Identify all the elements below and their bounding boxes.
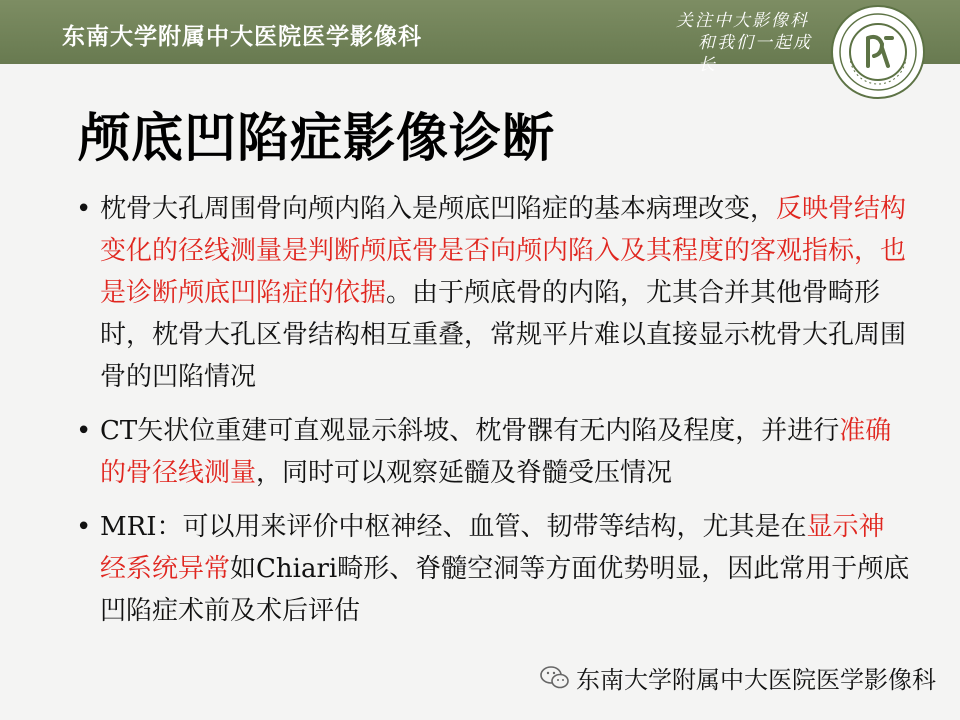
- bullet-dot: •: [76, 194, 92, 224]
- bullet-text: ，同时可以观察延髓及脊髓受压情况: [256, 458, 673, 488]
- bullet-item: [70, 188, 910, 398]
- highlighted-text: 准确的骨径线测量: [100, 416, 892, 488]
- bullet-text: CT矢状位重建可直观显示斜坡、枕骨髁有无内陷及程度，并进行: [100, 416, 840, 446]
- bullet-dot: •: [76, 416, 92, 446]
- bullet-item: [70, 506, 910, 632]
- slogan-line-2: 和我们一起成长: [698, 33, 812, 75]
- wechat-icon: [540, 665, 570, 691]
- watermark-text: 东南大学附属中大医院医学影像科: [576, 666, 936, 694]
- bullet-text: 枕骨大孔周围骨向颅内陷入是颅底凹陷症的基本病理改变，: [100, 194, 777, 224]
- department-title: 东南大学附属中大医院医学影像科: [62, 24, 422, 50]
- slogan: [676, 10, 826, 76]
- highlighted-text: 反映骨结构变化的径线测量是判断颅底骨是否向颅内陷入及其程度的客观指标，也是诊断颅底凹陷症的依据: [100, 194, 907, 308]
- bullet-text: 。由于颅底骨的内陷，尤其合并其他骨畸形时，枕骨大孔区骨结构相互重叠，常规平片难以直接显示枕骨大孔周围骨的凹陷情况: [100, 278, 907, 392]
- header-bar: [0, 0, 960, 75]
- slogan-line-1: 关注中大影像科: [676, 11, 809, 31]
- highlighted-text: 显示神经系统异常: [100, 512, 885, 584]
- bullet-item: [70, 410, 910, 494]
- bullet-list: [70, 188, 910, 644]
- bullet-text: 如Chiari畸形、脊髓空洞等方面优势明显，因此常用于颅底凹陷症术前及术后评估: [100, 554, 910, 626]
- wechat-watermark: [540, 660, 936, 695]
- hospital-seal-logo-icon: [830, 4, 926, 100]
- bullet-dot: •: [76, 512, 92, 542]
- slide-title: 颅底凹陷症影像诊断: [78, 109, 556, 169]
- bullet-text: MRI：可以用来评价中枢神经、血管、韧带等结构，尤其是在: [100, 512, 807, 542]
